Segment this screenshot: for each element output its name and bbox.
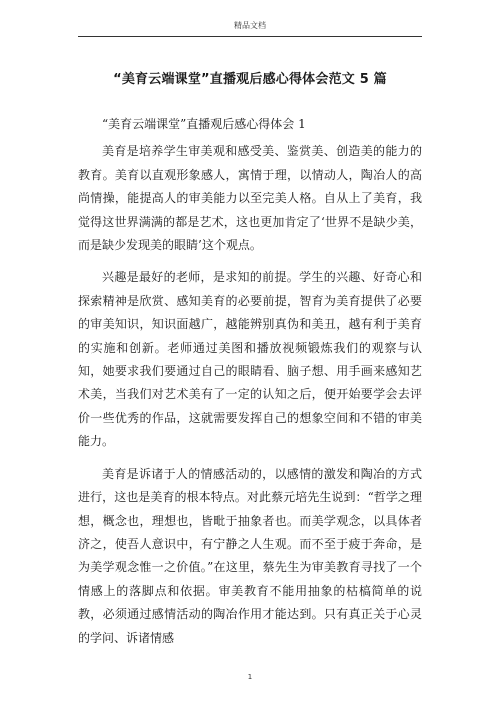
document-body	[78, 113, 422, 659]
page-header: 精品文档	[234, 21, 266, 30]
body-paragraph-3: 美育是诉诸于人的情感活动的，以感情的激发和陶冶的方式进行，这也是美育的根本特点。对此蔡元培先生说到：“哲学之理想，概念也，理想也，皆毗于抽象者也。而美学观念，以具体者济之，使吾人意识中，有宁静之人生观。而不至于疲于奔命，是为美学观念惟一之价值。”在这里，蔡先生为审美教育寻找了一个情感上的落脚点和依据。审美教育不能用抽象的枯槁简单的说教，必须通过感情活动的陶冶作用才能达到。只有真正关于心灵的学问、诉诸情感	[78, 466, 422, 645]
body-paragraph-1: 美育是培养学生审美观和感受美、鉴赏美、创造美的能力的教育。美育以直观形象感人，寓情于理，以情动人，陶冶人的高尚情操，能提高人的审美能力以至完美人格。自从上了美育，我觉得这世界满满的都是艺术，这也更加肯定了‘世界不是缺少美，而是缺少发现美的眼睛’这个观点。	[78, 144, 422, 253]
page-number: 1	[247, 673, 253, 681]
body-paragraph-2: 兴趣是最好的老师，是求知的前提。学生的兴趣、好奇心和探索精神是欣赏、感知美育的必要前提，智育为美育提供了必要的审美知识，知识面越广，越能辨别真伪和美丑，越有利于美育的实施和创新。老师通过美图和播放视频锻炼我们的观察与认知，她要求我们要通过自己的眼睛看、脑子想、用手画来感知艺术美，当我们对艺术美有了一定的认知之后，便开始要学会去评价一些优秀的作品，这就需要发挥自己的想象空间和不错的审美能力。	[78, 270, 422, 449]
section-subheading: “美育云端课堂”直播观后感心得体会 1	[102, 117, 306, 131]
document-title: “美育云端课堂”直播观后感心得体会范文 5 篇	[113, 72, 387, 87]
header-divider	[78, 36, 422, 37]
